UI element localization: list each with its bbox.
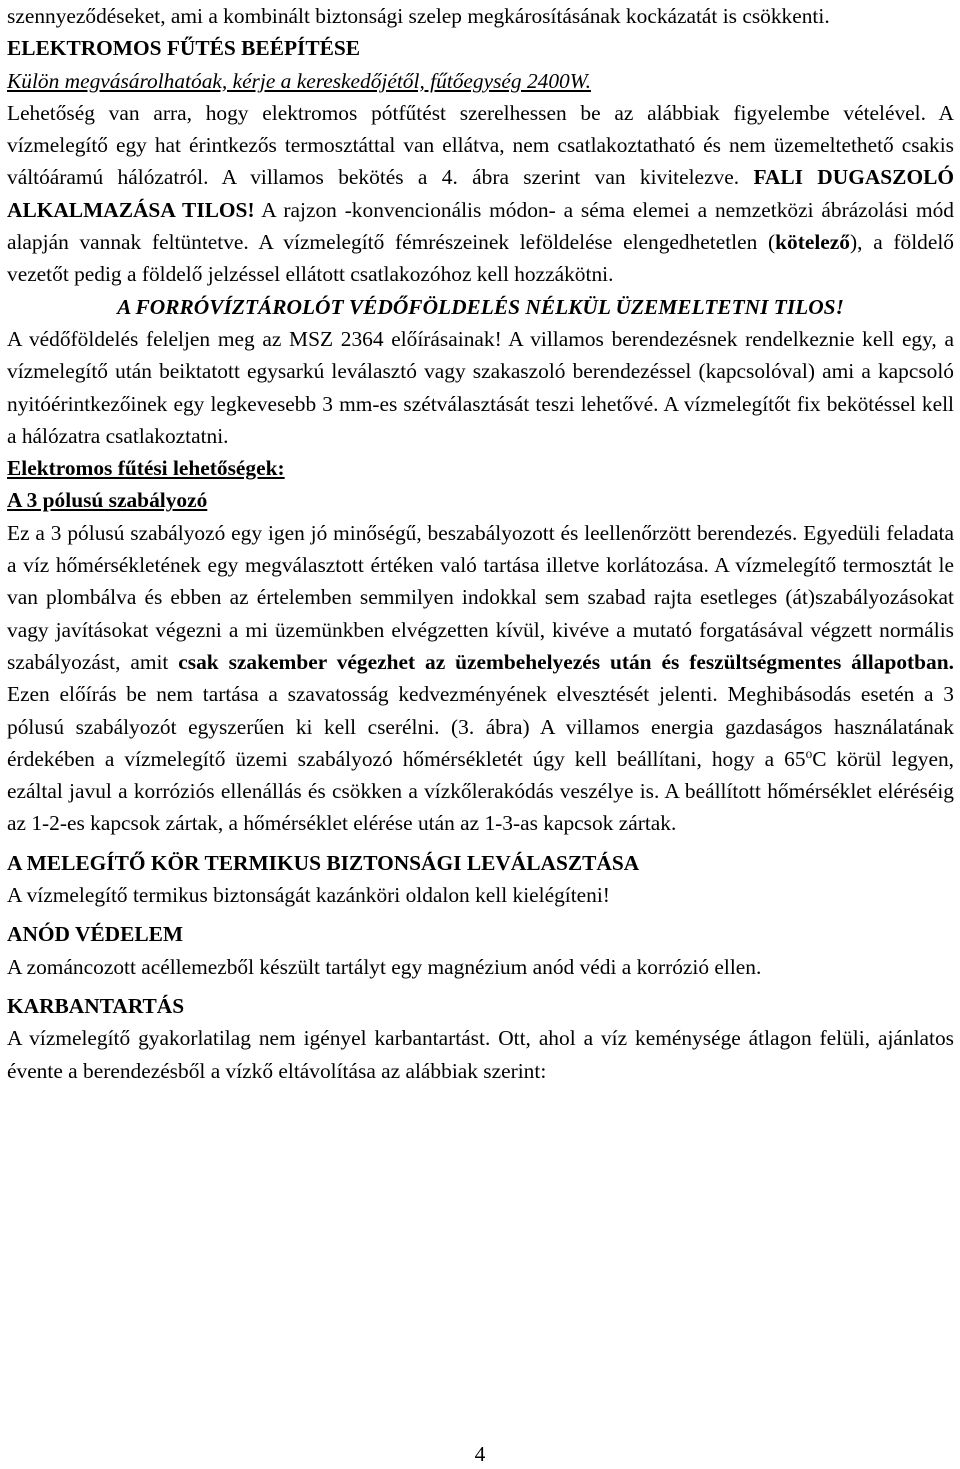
document-page <box>7 0 954 1087</box>
anode-heading: ANÓD VÉDELEM <box>7 922 184 947</box>
grounding-warning: A FORRÓVÍZTÁROLÓT VÉDŐFÖLDELÉS NÉLKÜL ÜZEMELTETNI TILOS! <box>117 294 844 319</box>
wall-socket-warning: FALI DUGASZOLÓ ALKALMAZÁSA TILOS! <box>7 165 954 222</box>
electric-heating-paragraph: Lehetőség van arra, hogy elektromos pótfűtést szerelhessen be az alábbiak figyelembe vételével. A vízmelegítő egy hat érintkezős termosztáttal van ellátva, nem csatlakoztatható és nem üzemeltethető csakis váltóáramú hálózatról. A villamos bekötés a 4. ábra szerint van kivitelezve. FALI DUGASZOLÓ ALKALMAZÁSA TILOS! A rajzon -konvencionális módon- a séma elemei a nemzetközi ábrázolási mód alapján vannak feltüntetve. A vízmelegítő fémrészeinek leföldelése elengedhetetlen (kötelező), a földelő vezetőt pedig a földelő jelzéssel ellátott csatlakozóhoz kell hozzákötni. <box>7 100 954 287</box>
grounding-paragraph: A védőföldelés feleljen meg az MSZ 2364 előírásainak! A villamos berendezésnek rendelkeznie kell egy, a vízmelegítő után beiktatott egysarkú leválasztó vagy szakaszoló berendezéssel (kapcsolóval) ami a kapcsoló nyitóérintkezőinek egy legkevesebb 3 mm-es szétválasztását teszi lehetővé. A vízmelegítőt fix bekötéssel kell a hálózatra csatlakoztatni. <box>7 326 954 448</box>
maintenance-heading: KARBANTARTÁS <box>7 993 185 1018</box>
electric-options-heading: Elektromos fűtési lehetőségek: <box>7 456 285 481</box>
maintenance-text: A vízmelegítő gyakorlatilag nem igényel karbantartást. Ott, ahol a víz keménysége átlagon felüli, ajánlatos évente a berendezésből a vízkő eltávolítása az alábbiak szerint: <box>7 1026 954 1083</box>
three-pole-regulator-paragraph: Ez a 3 pólusú szabályozó egy igen jó minőségű, beszabályozott és leellenőrzött berendezés. Egyedüli feladata a víz hőmérsékletének egy megválasztott értéken való tartása illetve korlátozása. A vízmelegítő termosztát le van plombálva és ebben az értelemben semmilyen indokkal sem szabad rajta esetleges (át)szabályozásokat vagy javításokat végezni a mi üzemünkben elvégzetten kívül, kivéve a mutató forgatásával végzett normális szabályozást, amit csak szakember végezhet az üzembehelyezés után és feszültségmentes állapotban. Ezen előírás be nem tartása a szavatosság kedvezményének elvesztését jelenti. Meghibásodás esetén a 3 pólusú szabályozót egyszerűen ki kell cserélni. (3. ábra) A villamos energia gazdaságos használatának érdekében a vízmelegítő üzemi szabályozó hőmérsékletét úgy kell beállítani, hogy a 65$^o$C körül legyen, ezáltal javul a korróziós ellenállás és csökken a vízkőlerakódás veszélye is. A beállított hőmérséklet eléréséig az 1-2-es kapcsok zártak, a hőmérséklet elérése után az 1-3-as kapcsok zártak. <box>7 520 955 836</box>
three-pole-regulator-heading: A 3 pólusú szabályozó <box>7 488 208 513</box>
anode-text: A zománcozott acéllemezből készült tartályt egy magnézium anód védi a korrózió ellen. <box>7 954 762 979</box>
electric-heating-install-heading: ELEKTROMOS FŰTÉS BEÉPÍTÉSE <box>7 36 361 61</box>
intro-paragraph: szennyeződéseket, ami a kombinált biztonsági szelep megkárosításának kockázatát is csökkenti. <box>7 4 830 28</box>
electric-heating-note: Külön megvásárolhatóak, kérje a kereskedőjétől, fűtőegység 2400W. <box>7 68 591 93</box>
page-number: 4 <box>474 1442 486 1466</box>
thermal-safety-heading: A MELEGÍTŐ KÖR TERMIKUS BIZTONSÁGI LEVÁLASZTÁSA <box>7 850 640 875</box>
thermal-safety-text: A vízmelegítő termikus biztonságát kazánköri oldalon kell kielégíteni! <box>7 883 610 908</box>
mandatory-text: kötelező <box>775 230 850 255</box>
specialist-only-text: csak szakember végezhet az üzembehelyezés után és feszültségmentes állapotban. <box>178 649 954 674</box>
